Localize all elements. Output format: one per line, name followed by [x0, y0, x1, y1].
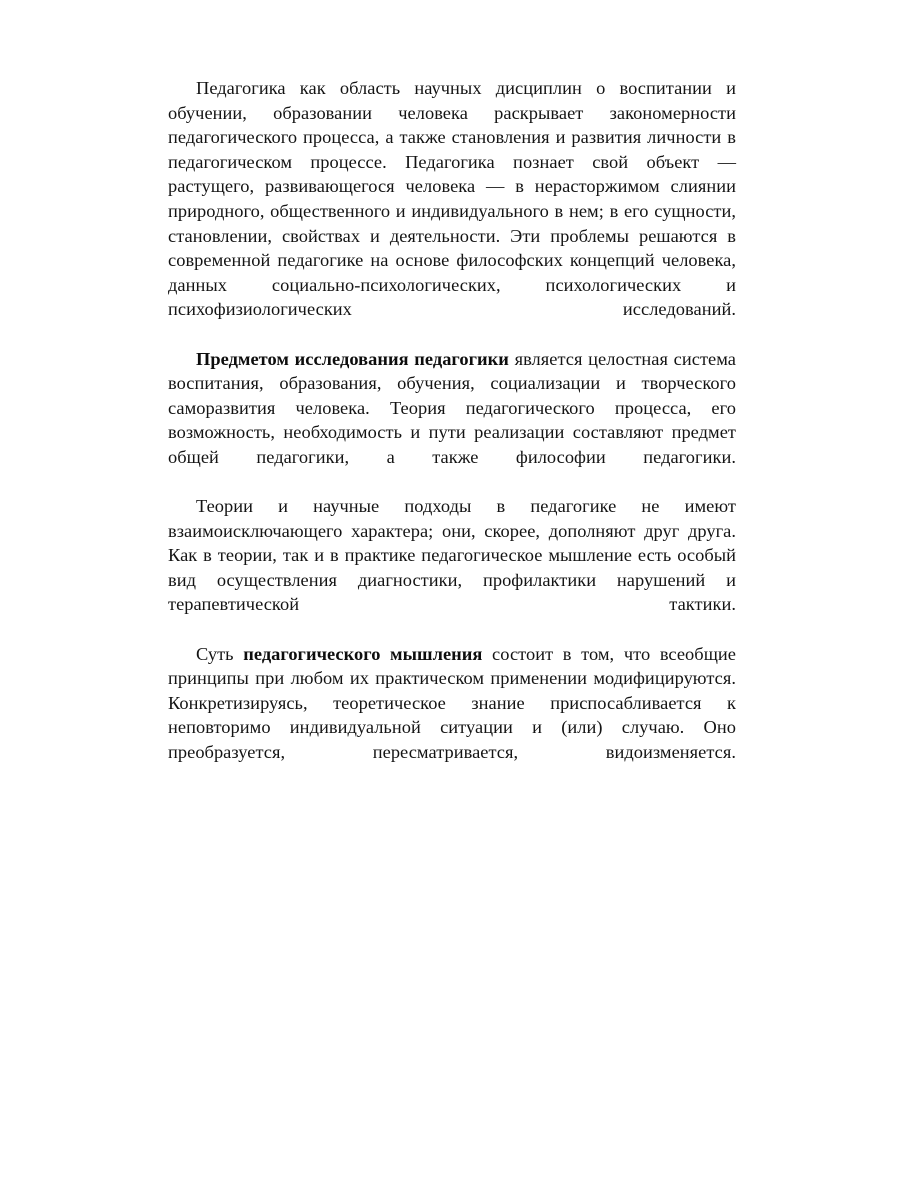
paragraph-text-run: является целостная система воспитания, образования, обучения, социализации и творческого саморазвития человека. Теория педагогического процесса, его возможность, необходимость и пути реализации составляют предмет общей педагогики, а также философии педагогики. [168, 348, 736, 467]
body-paragraph [168, 76, 736, 347]
body-paragraph [168, 642, 736, 790]
paragraph-text-run: состоит в том, что всеобщие принципы при любом их практическом применении модифицируются. Конкретизируясь, теоретическое знание приспосабливается к неповторимо индивидуальной ситуации и (или) случаю. Оно преобразуется, пересматривается, видоизменяется. [168, 643, 736, 763]
body-text-column [168, 76, 736, 789]
body-paragraph [168, 494, 736, 642]
body-paragraph [168, 347, 736, 495]
emphasized-term: педагогического мышления [243, 643, 483, 664]
paragraph-text-run: Суть [196, 643, 244, 664]
paragraph-text-run: Педагогика как область научных дисциплин о воспитании и обучении, образовании человека раскрывает закономерности педагогического процесса, а также становления и развития личности в педагогическом процессе. Педагогика познает свой объект — растущего, развивающегося человека — в нерасторжимом слиянии природного, общественного и индивидуального в нем; в его сущности, становлении, свойствах и деятельности. Эти проблемы решаются в современной педагогике на основе философских концепций человека, данных социально-психологических, психологических и психофизиологических исследований. [168, 78, 736, 320]
emphasized-term: Предметом исследования педагогики [196, 348, 509, 369]
paragraph-text-run: Теории и научные подходы в педагогике не имеют взаимоисключающего характера; они, скорее, дополняют друг друга. Как в теории, так и в практике педагогическое мышление есть особый вид осуществления диагностики, профилактики нарушений и терапевтической тактики. [168, 496, 736, 615]
